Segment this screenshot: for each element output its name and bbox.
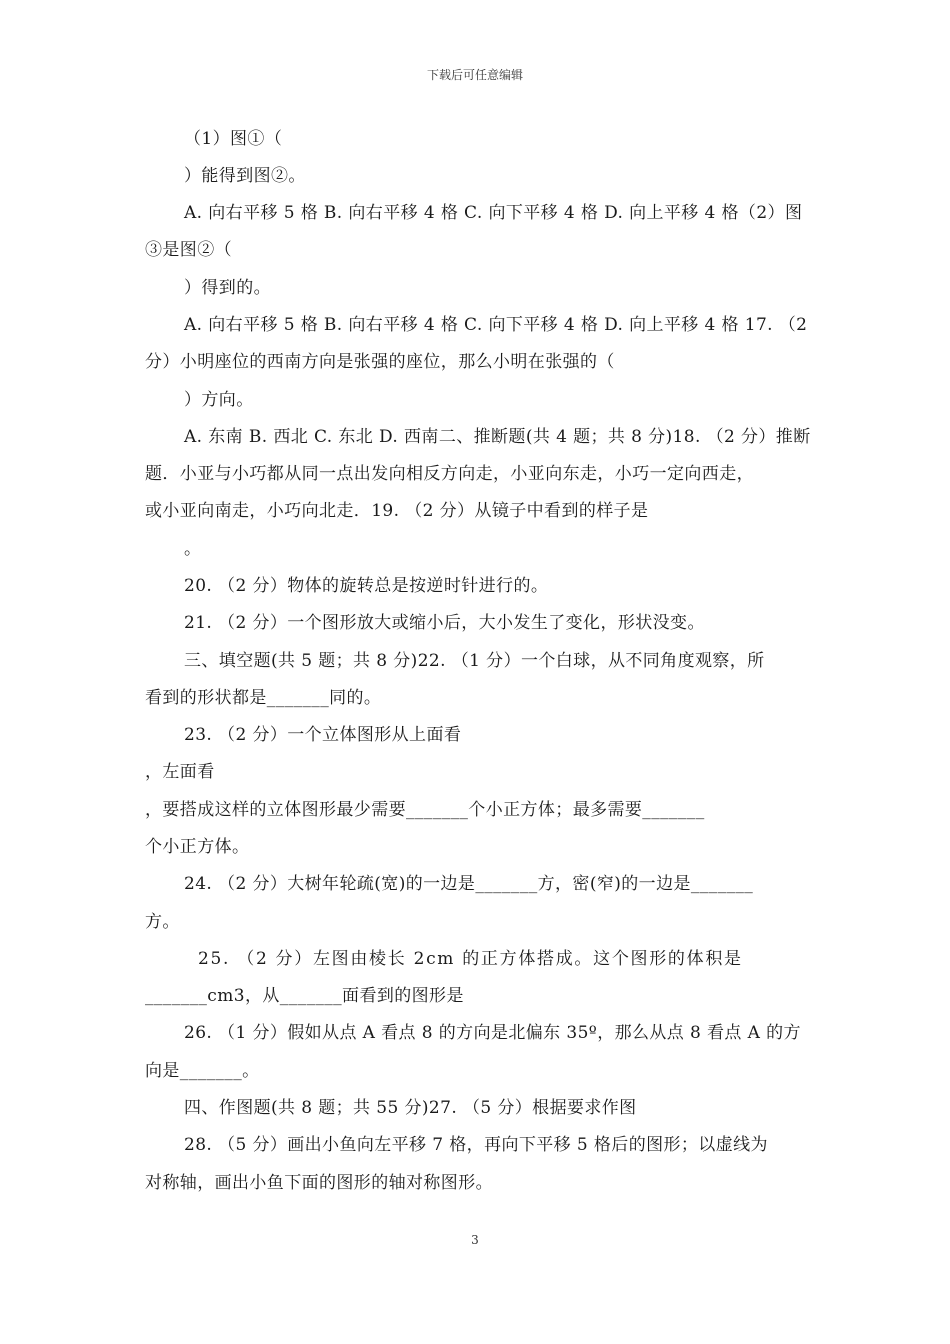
text-line: 分）小明座位的西南方向是张强的座位，那么小明在张强的（	[145, 352, 615, 372]
text-line: 题．小亚与小巧都从同一点出发向相反方向走，小亚向东走，小巧一定向西走，	[145, 464, 754, 484]
section-heading-line: 三、填空题(共 5 题；共 8 分)22. （1 分）一个白球，从不同角度观察，所	[184, 651, 765, 671]
text-line: ）得到的。	[184, 278, 271, 298]
text-line: ，左面看	[145, 762, 215, 782]
text-line: 看到的形状都是_______同的。	[145, 688, 382, 708]
text-line: 23. （2 分）一个立体图形从上面看	[184, 725, 462, 745]
text-line: 28. （5 分）画出小鱼向左平移 7 格，再向下平移 5 格后的图形；以虚线为	[184, 1135, 768, 1155]
text-line: 对称轴，画出小鱼下面的图形的轴对称图形。	[145, 1173, 493, 1193]
text-line: 个小正方体。	[145, 837, 250, 857]
text-line: A. 东南 B. 西北 C. 东北 D. 西南二、推断题(共 4 题；共 8 分)18. （2 分）推断	[184, 427, 811, 447]
text-line: 向是_______。	[145, 1061, 260, 1081]
text-line: 25. （2 分）左图由棱长 2cm 的正方体搭成。这个图形的体积是	[198, 949, 743, 969]
section-heading-line: 四、作图题(共 8 题；共 55 分)27. （5 分）根据要求作图	[184, 1098, 637, 1118]
text-line: （1）图①（	[184, 129, 283, 149]
text-line: A. 向右平移 5 格 B. 向右平移 4 格 C. 向下平移 4 格 D. 向上平移 4 格 17. （2	[184, 315, 808, 335]
text-line: 或小亚向南走，小巧向北走．19. （2 分）从镜子中看到的样子是	[145, 501, 649, 521]
text-line: ③是图②（	[145, 240, 232, 260]
text-line: 24. （2 分）大树年轮疏(宽)的一边是_______方，密(窄)的一边是_______	[184, 874, 754, 894]
text-line: ，要搭成这样的立体图形最少需要_______个小正方体；最多需要_______	[145, 800, 705, 820]
text-line: ）能得到图②。	[184, 166, 306, 186]
text-line: _______cm3，从_______面看到的图形是	[145, 986, 464, 1006]
text-line: ）方向。	[184, 390, 254, 410]
text-line: 方。	[145, 912, 180, 932]
text-line: A. 向右平移 5 格 B. 向右平移 4 格 C. 向下平移 4 格 D. 向上平移 4 格（2）图	[184, 203, 803, 223]
text-line: 26. （1 分）假如从点 A 看点 8 的方向是北偏东 35º，那么从点 8 看点 A 的方	[184, 1023, 801, 1043]
text-line: 。	[184, 539, 202, 559]
text-line: 21. （2 分）一个图形放大或缩小后，大小发生了变化，形状没变。	[184, 613, 705, 633]
page-header: 下载后可任意编辑	[426, 68, 523, 82]
text-line: 20. （2 分）物体的旋转总是按逆时针进行的。	[184, 576, 549, 596]
page-number: 3	[471, 1233, 479, 1247]
